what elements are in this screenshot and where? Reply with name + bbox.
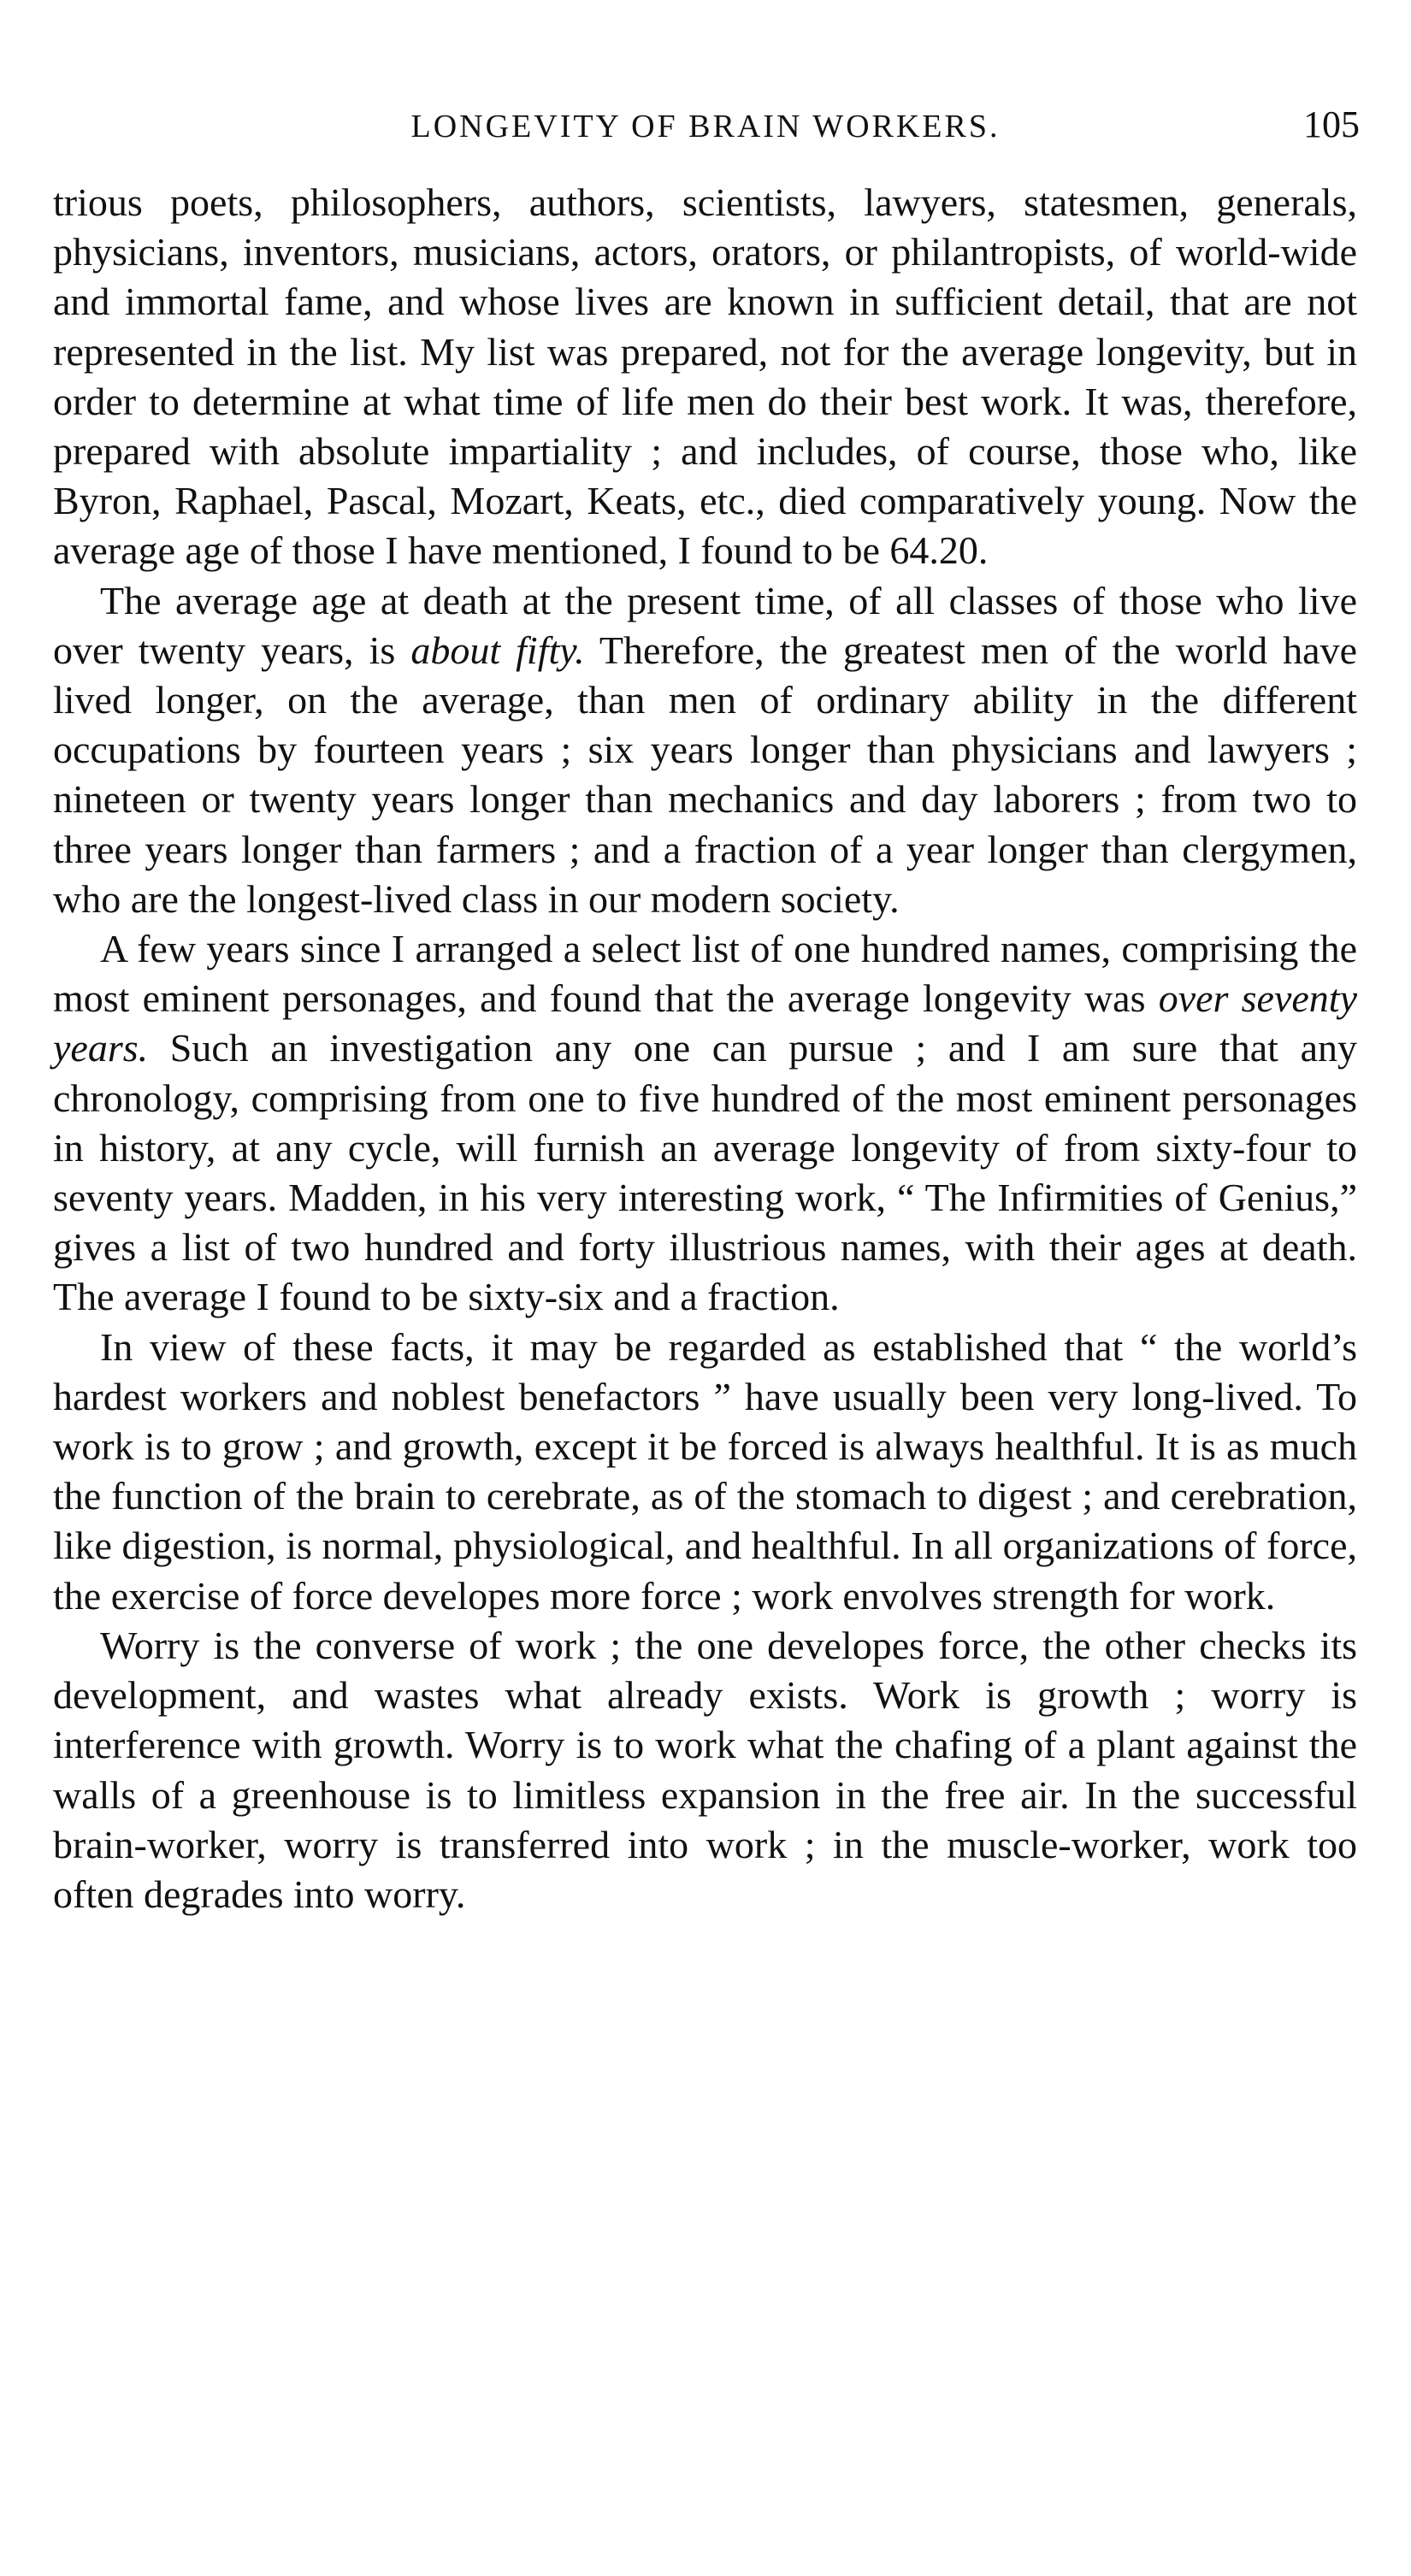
paragraph-3-text-b: Such an investigation any one can pursue ; and I am sure that any chronology, comprising from one to five hundred of the most eminent personages in history, at any cycle, will furnish an average longevity of from sixty-four to seventy years. Madden, in his very interesting work, “ The Infirmities of Genius,” gives a list of two hundred and forty illustrious names, with their ages at death. The average I found to be sixty-six and a fraction. <box>53 1026 1357 1319</box>
paragraph-3-italic-phrase: over seventy years. <box>53 976 1358 1070</box>
paragraph-1 <box>53 178 1357 576</box>
paragraph-5-text: Worry is the converse of work ; the one developes force, the other checks its development, and wastes what already exists. Work is growth ; worry is interference with growth. Worry is to work what the chafing of a plant against the walls of a greenhouse is to limitless expansion in the free air. In the successful brain-worker, worry is transferred into work ; in the muscle-worker, work too often degrades into worry. <box>53 1623 1357 1916</box>
body-text <box>53 178 1357 1919</box>
paragraph-1-text: trious poets, philosophers, authors, scientists, lawyers, statesmen, generals, physicians, inventors, musicians, actors, orators, or philantropists, of world-wide and immortal fame, and whose lives are known in sufficient detail, that are not represented in the list. My list was prepared, not for the average longevity, but in order to determine at what time of life men do their best work. It was, therefore, prepared with absolute impartiality ; and includes, of course, those who, like Byron, Raphael, Pascal, Mozart, Keats, etc., died comparatively young. Now the average age of those I have mentioned, I found to be 64.20. <box>53 180 1357 573</box>
paragraph-2-text-a: The average age at death at the present time, of all classes of those who live over twenty years, is <box>53 578 1357 672</box>
paragraph-2 <box>53 576 1357 924</box>
paragraph-3 <box>53 924 1357 1323</box>
page-header <box>51 101 1360 152</box>
paragraph-2-text-b: Therefore, the greatest men of the world have lived longer, on the average, than men of ordinary ability in the different occupations by fourteen years ; six years longer than physicians and lawyers ; nineteen or twenty years longer than mechanics and day laborers ; from two to three years longer than farmers ; and a fraction of a year longer than clergymen, who are the longest-lived class in our modern society. <box>53 628 1357 921</box>
running-title: LONGEVITY OF BRAIN WORKERS. <box>410 109 1001 144</box>
paragraph-5 <box>53 1621 1357 1919</box>
paragraph-4 <box>53 1323 1357 1621</box>
paragraph-2-italic-phrase: about fifty. <box>410 628 585 672</box>
paragraph-3-text-a: A few years since I arranged a select list of one hundred names, comprising the most eminent personages, and found that the average longevity was <box>53 927 1357 1021</box>
page-number: 105 <box>1303 103 1360 145</box>
paragraph-4-text: In view of these facts, it may be regarded as established that “ the world’s hardest workers and noblest benefactors ” have usually been very long-lived. To work is to grow ; and growth, except it be forced is always healthful. It is as much the function of the brain to cerebrate, as of the stomach to digest ; and cerebration, like digestion, is normal, physiological, and healthful. In all organizations of force, the exercise of force developes more force ; work envolves strength for work. <box>53 1324 1357 1618</box>
